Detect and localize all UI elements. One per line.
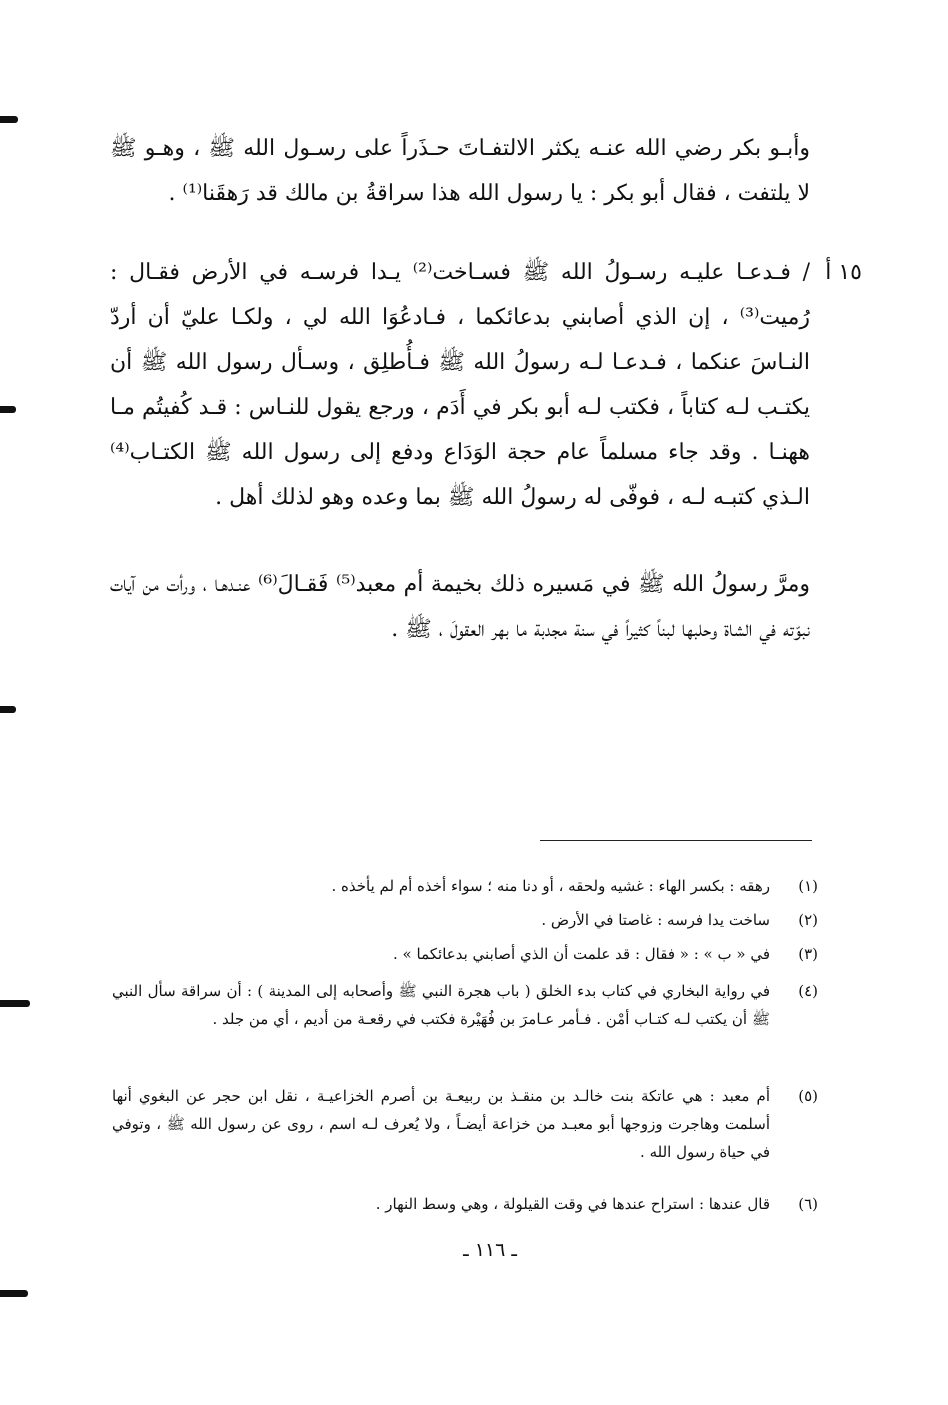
- scan-edge-mark: [0, 1000, 30, 1007]
- footnote: [112, 977, 818, 1033]
- footnote-text: رهقه : بكسر الهاء : غشيه ولحقه ، أو دنا منه ؛ سواء أخذه أم لم يأخذه .: [331, 877, 770, 895]
- footnote-text: أم معبد : هي عاتكة بنت خالـد بن منقـذ بن ربيعـة بن أصرم الخزاعيـة ، نقل ابن حجر عن البغوي أنها أسلمت وهاجرت وزوجها أبو معبـد من خزاعة أيضـاً ، ولا يُعرف لـه اسم ، روى عن رسول الله ﷺ ، وتوفي في حياة رسول الله .: [112, 1087, 770, 1161]
- footnote-separator: [540, 840, 812, 841]
- footnote-text: في رواية البخاري في كتاب بدء الخلق ( باب هجرة النبي ﷺ وأصحابه إلى المدينة ) : أن سراقة سأل النبي ﷺ أن يكتب لـه كتـاب أمْن . فـأمر عـامرَ بن فُهَيْرة فكتب في رقعـة من أديم ، أي من جلد .: [112, 982, 770, 1028]
- margin-folio-note: ١٥ أ: [825, 260, 862, 285]
- footnote: [112, 872, 818, 900]
- footnote-text: قال عندها : استراح عندها في وقت القيلولة ، وهي وسط النهار .: [375, 1195, 770, 1213]
- footnote: [112, 1190, 818, 1218]
- page-number: ـ ١١٦ ـ: [463, 1239, 517, 1261]
- footnote: [112, 906, 818, 934]
- footnote: [112, 940, 818, 968]
- footnote-number: (٤): [798, 982, 818, 1000]
- footnote-text: ساخت يدا فرسه : غاصتا في الأرض .: [541, 911, 770, 929]
- footnote-text: في « ب » : « فقال : قد علمت أن الذي أصابني بدعائكما » .: [393, 945, 770, 963]
- scan-edge-mark: [0, 116, 18, 123]
- footnote-number: (٥): [798, 1087, 818, 1105]
- footnote-number: (٣): [798, 945, 818, 963]
- paragraph-3: ومرَّ رسولُ الله ﷺ في مَسيره ذلك بخيمة أم معبد⁽⁵⁾ فَقـالَ⁽⁶⁾ عنـدهـا ، ورأت من آيات نبوّته في الشاة وحلبها لبناً كثيراً في سنة مجدبة ما بهر العقولَ ، ﷺ .: [110, 572, 811, 642]
- footnote-number: (٢): [798, 911, 818, 929]
- paragraph-1: وأبـو بكر رضي الله عنـه يكثر الالتفـاتَ حـذَراً على رسـول الله ﷺ ، وهـو ﷺ لا يلتفت ، فقال أبو بكر : يا رسول الله هذا سراقةُ بن مالك قد رَهقَنا⁽¹⁾ .: [110, 136, 810, 206]
- footnote-number: (١): [798, 877, 818, 895]
- footnote: [112, 1082, 818, 1166]
- scan-edge-mark: [0, 706, 16, 713]
- footnote-number: (٦): [798, 1195, 818, 1213]
- paragraph-2: / فـدعـا عليـه رسـولُ الله ﷺ فسـاخت⁽²⁾ يـدا فرسـه في الأرض فقـال : رُميت⁽³⁾ ، إن الذي أصابني بدعائكما ، فـادعُوَا الله لي ، ولكـا عليّ أن أردّ النـاسَ عنكما ، فـدعـا لـه رسولُ الله ﷺ فـأُطلِق ، وسـأل رسول الله ﷺ أن يكتـب لـه كتاباً ، فكتب لـه أبو بكر في أَدَم ، ورجع يقول للنـاس : قـد كُفيتُم مـا ههنـا . وقد جاء مسلماً عام حجة الوَدَاع ودفع إلى رسول الله ﷺ الكتـاب⁽⁴⁾ الـذي كتبـه لـه ، فوفّى له رسولُ الله ﷺ بما وعده وهو لذلك أهل .: [110, 260, 810, 510]
- scan-edge-mark: [0, 1290, 28, 1297]
- scan-edge-mark: [0, 406, 16, 413]
